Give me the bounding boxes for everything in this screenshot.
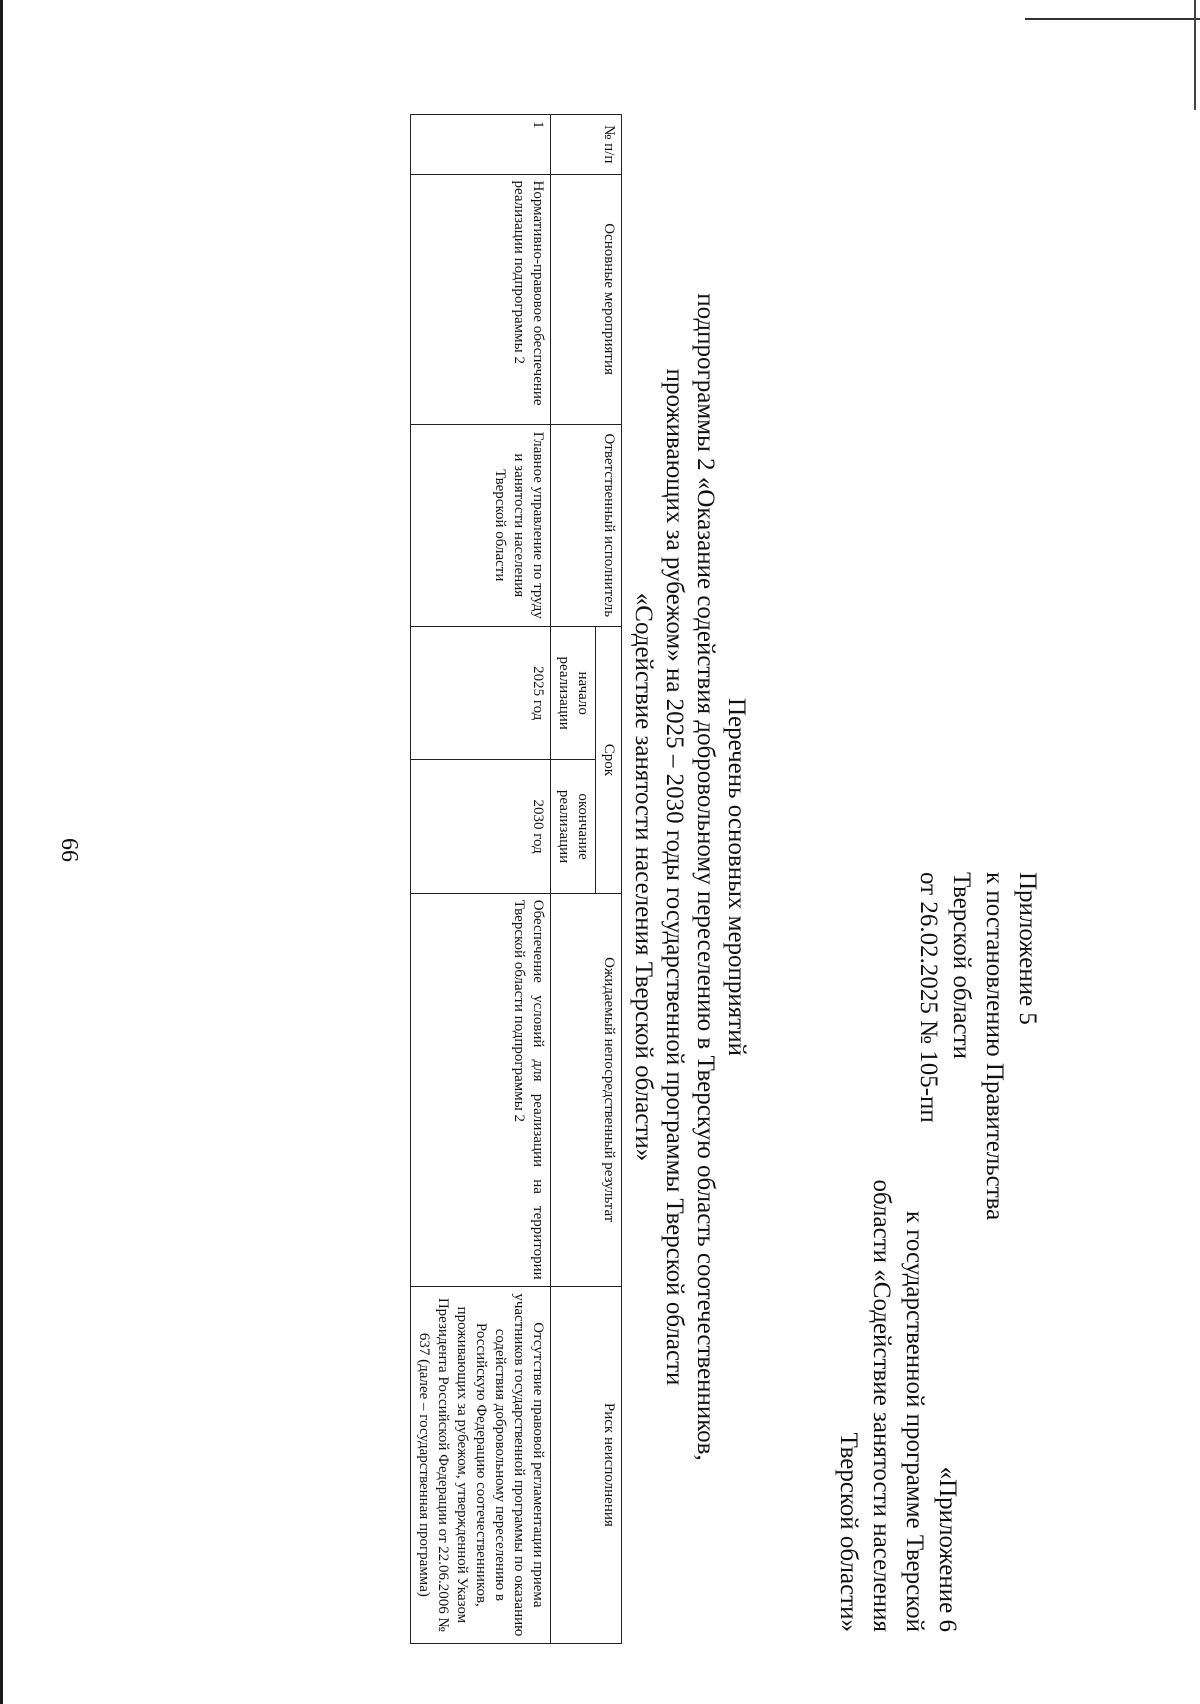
header-executor: Ответственный исполнитель bbox=[551, 424, 622, 626]
appendix-6-line: области «Содействие занятости населения bbox=[868, 1179, 895, 1632]
document-title bbox=[628, 112, 752, 1642]
header-term: Срок bbox=[596, 627, 622, 894]
appendix-5-line: от 26.02.2025 № 105-пп bbox=[915, 872, 942, 1123]
appendix-6-line: «Приложение 6 bbox=[934, 1466, 961, 1632]
cell-result: Обеспечение условий для реализации на территории Тверской области подпрограммы 2 bbox=[411, 893, 551, 1286]
title-line: Перечень основных мероприятий bbox=[723, 697, 750, 1056]
title-line: проживающих за рубежом» на 2025 – 2030 годы государственной программы Тверской области bbox=[661, 368, 688, 1386]
measures-table bbox=[410, 114, 622, 1644]
header-end: окончание реализации bbox=[551, 760, 596, 893]
page-number: 66 bbox=[56, 838, 82, 862]
cell-start: 2025 год bbox=[411, 627, 551, 760]
cell-measure: Нормативно-правовое обеспечение реализации подпрограммы 2 bbox=[411, 174, 551, 424]
rotated-page-content bbox=[32, 112, 1092, 1642]
title-line: подпрограммы 2 «Оказание содействия добровольному переселению в Тверскую область соотечественников, bbox=[692, 293, 719, 1461]
table-header-row bbox=[596, 115, 622, 1644]
appendix-5-line: Приложение 5 bbox=[1014, 872, 1041, 1025]
cell-end: 2030 год bbox=[411, 760, 551, 893]
appendix-5-line: Тверской области bbox=[948, 872, 975, 1059]
cell-risk: Отсутствие правовой регламентации приема участников государственной программы по оказанию содействия добровольному переселению в Российскую Федерацию соотечественников, проживающих за рубежом, утвержденной Указом Президента Российской Федерации от 22.06.2006 № 637 (далее – государственная программа) bbox=[411, 1286, 551, 1643]
cell-num: 1 bbox=[411, 115, 551, 175]
cell-executor: Главное управление по труду и занятости населения Тверской области bbox=[411, 424, 551, 626]
table-row bbox=[411, 115, 551, 1644]
scan-edge-left bbox=[0, 0, 3, 1704]
header-risk: Риск неисполнения bbox=[551, 1286, 622, 1643]
scan-edge-right bbox=[1194, 0, 1196, 110]
header-num: № п/п bbox=[551, 115, 622, 175]
appendix-6-block bbox=[832, 992, 964, 1632]
header-result: Ожидаемый непосредственный результат bbox=[551, 893, 622, 1286]
header-start: начало реализации bbox=[551, 627, 596, 760]
scan-edge-top bbox=[1025, 18, 1200, 20]
appendix-6-line: Тверской области» bbox=[835, 1432, 862, 1632]
title-line: «Содействие занятости населения Тверской области» bbox=[630, 592, 657, 1162]
header-measures: Основные мероприятия bbox=[551, 174, 622, 424]
appendix-6-line: к государственной программе Тверской bbox=[901, 1210, 928, 1632]
appendix-5-line: к постановлению Правительства bbox=[981, 872, 1008, 1221]
